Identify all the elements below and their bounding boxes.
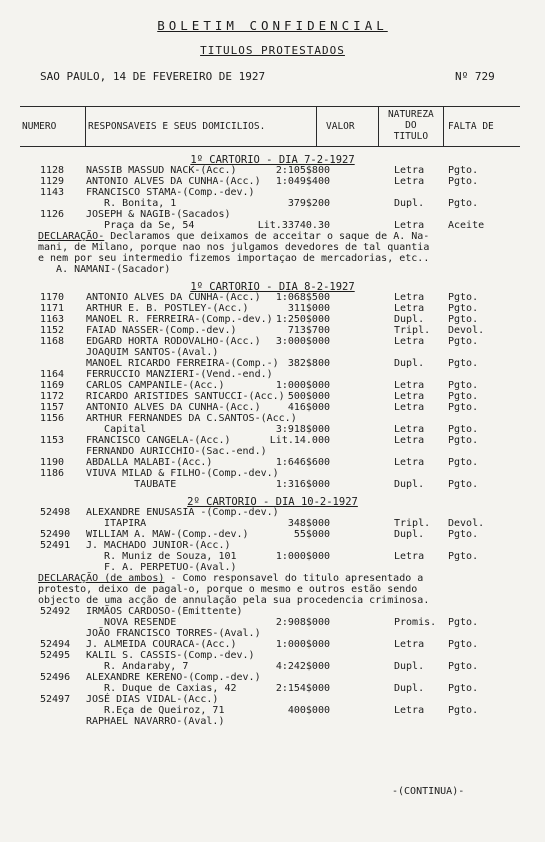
row-number: 1164 bbox=[40, 369, 65, 380]
row-falta: Pgto. bbox=[448, 617, 479, 628]
row-falta: Pgto. bbox=[448, 705, 479, 716]
row-falta: Pgto. bbox=[448, 529, 479, 540]
row-responsavel: R. Duque de Caxias, 42 bbox=[86, 683, 237, 694]
row-natureza: Letra bbox=[394, 391, 425, 402]
row-falta: Pgto. bbox=[448, 358, 479, 369]
row-number: 1190 bbox=[40, 457, 65, 468]
row-number: 1170 bbox=[40, 292, 65, 303]
row-number: 52498 bbox=[40, 507, 71, 518]
row-falta: Pgto. bbox=[448, 457, 479, 468]
col-valor: VALOR bbox=[326, 121, 355, 132]
bulletin-subtitle: TITULOS PROTESTADOS bbox=[200, 44, 345, 57]
row-responsavel: FAIAD NASSER-(Comp.-dev.) bbox=[86, 325, 237, 336]
row-responsavel: VIUVA MILAD & FILHO-(Comp.-dev.) bbox=[86, 468, 279, 479]
row-natureza: Promis. bbox=[394, 617, 437, 628]
row-number: 1128 bbox=[40, 165, 65, 176]
row-valor: 2:105$800 bbox=[275, 165, 330, 176]
table-row bbox=[0, 220, 545, 231]
table-row bbox=[0, 562, 545, 573]
table-row bbox=[0, 435, 545, 446]
table-row bbox=[0, 617, 545, 628]
column-divider bbox=[443, 106, 444, 146]
row-number: 1172 bbox=[40, 391, 65, 402]
continua-label: -(CONTINUA)- bbox=[392, 786, 465, 797]
row-natureza: Dupl. bbox=[394, 358, 425, 369]
row-number: 1157 bbox=[40, 402, 65, 413]
row-number: 52491 bbox=[40, 540, 71, 551]
row-valor: 379$200 bbox=[287, 198, 330, 209]
row-responsavel: RICARDO ARISTIDES SANTUCCI-(Acc.) bbox=[86, 391, 285, 402]
row-responsavel: MANOEL RICARDO FERREIRA-(Comp.-) bbox=[86, 358, 279, 369]
row-number: 1171 bbox=[40, 303, 65, 314]
table-row bbox=[0, 479, 545, 490]
section-title: 2º CARTORIO - DIA 10-2-1927 bbox=[187, 496, 358, 508]
table-row bbox=[0, 292, 545, 303]
row-natureza: Dupl. bbox=[394, 198, 425, 209]
row-number: 1143 bbox=[40, 187, 65, 198]
declaration-label: DECLARAÇÃO- bbox=[38, 231, 105, 242]
row-natureza: Letra bbox=[394, 336, 425, 347]
declaration-text: mani, de Milano, porque nao nos julgamos devedores de tal quantia bbox=[38, 242, 430, 253]
table-row bbox=[0, 413, 545, 424]
row-natureza: Dupl. bbox=[394, 479, 425, 490]
row-responsavel: ABDALLA MALABI-(Acc.) bbox=[86, 457, 213, 468]
table-row bbox=[0, 606, 545, 617]
row-natureza: Dupl. bbox=[394, 314, 425, 325]
row-natureza: Letra bbox=[394, 165, 425, 176]
column-divider bbox=[316, 106, 317, 146]
section-title: 1º CARTORIO - DIA 8-2-1927 bbox=[190, 281, 355, 293]
row-number: 1152 bbox=[40, 325, 65, 336]
row-natureza: Dupl. bbox=[394, 661, 425, 672]
row-falta: Pgto. bbox=[448, 435, 479, 446]
row-valor: 416$000 bbox=[287, 402, 330, 413]
col-natureza: NATUREZA DO TITULO bbox=[388, 109, 434, 142]
row-responsavel: ANTONIO ALVES DA CUNHA-(Acc.) bbox=[86, 176, 261, 187]
row-responsavel: ALEXANDRE ENUSASIA -(Comp.-dev.) bbox=[86, 507, 279, 518]
table-row bbox=[0, 176, 545, 187]
bulletin-number: Nº 729 bbox=[455, 70, 495, 83]
table-row bbox=[0, 347, 545, 358]
row-falta: Devol. bbox=[448, 325, 485, 336]
row-natureza: Tripl. bbox=[394, 518, 431, 529]
table-row bbox=[0, 507, 545, 518]
row-responsavel: ITAPIRA bbox=[86, 518, 147, 529]
declaration-text: - Como responsavel do titulo apresentado a bbox=[164, 573, 424, 584]
row-natureza: Letra bbox=[394, 220, 425, 231]
row-responsavel: MANOEL R. FERREIRA-(Comp.-dev.) bbox=[86, 314, 273, 325]
row-falta: Pgto. bbox=[448, 551, 479, 562]
row-natureza: Letra bbox=[394, 551, 425, 562]
column-divider bbox=[378, 106, 379, 146]
row-valor: 3:000$000 bbox=[275, 336, 330, 347]
declaration-text: Declaramos que deixamos de acceitar o saque de A. Na- bbox=[104, 231, 430, 242]
row-responsavel: JOÃO FRANCISCO TORRES-(Aval.) bbox=[86, 628, 261, 639]
row-number: 52495 bbox=[40, 650, 71, 661]
row-natureza: Letra bbox=[394, 457, 425, 468]
table-row bbox=[0, 716, 545, 727]
row-falta: Pgto. bbox=[448, 661, 479, 672]
declaration-label: DECLARAÇÃO (de ambos) bbox=[38, 573, 165, 584]
row-responsavel: ARTHUR E. B. POSTLEY-(Acc.) bbox=[86, 303, 249, 314]
row-number: 1153 bbox=[40, 435, 65, 446]
row-natureza: Letra bbox=[394, 424, 425, 435]
row-responsavel: TAUBATE bbox=[86, 479, 177, 490]
row-falta: Pgto. bbox=[448, 165, 479, 176]
row-responsavel: JOSEPH & NAGIB-(Sacados) bbox=[86, 209, 231, 220]
row-responsavel: FERRUCCIO MANZIERI-(Vend.-end.) bbox=[86, 369, 273, 380]
row-natureza: Letra bbox=[394, 380, 425, 391]
row-valor: 400$000 bbox=[287, 705, 330, 716]
row-natureza: Letra bbox=[394, 176, 425, 187]
row-falta: Pgto. bbox=[448, 683, 479, 694]
declaration-text: protesto, deixo de pagal-o, porque o mesmo e outros estão sendo bbox=[38, 584, 418, 595]
row-falta: Pgto. bbox=[448, 424, 479, 435]
column-divider bbox=[85, 106, 86, 146]
table-row bbox=[0, 187, 545, 198]
row-valor: 1:000$000 bbox=[275, 380, 330, 391]
row-valor: Lit.14.000 bbox=[269, 435, 330, 446]
table-row bbox=[0, 391, 545, 402]
table-row bbox=[0, 446, 545, 457]
table-row bbox=[0, 468, 545, 479]
table-row bbox=[0, 209, 545, 220]
table-row bbox=[0, 628, 545, 639]
row-number: 52497 bbox=[40, 694, 71, 705]
table-row bbox=[0, 661, 545, 672]
row-valor: 1:049$400 bbox=[275, 176, 330, 187]
row-number: 52494 bbox=[40, 639, 71, 650]
table-row bbox=[0, 314, 545, 325]
row-responsavel: NASSIB MASSUD NACK-(Acc.) bbox=[86, 165, 237, 176]
row-responsavel: EDGARD HORTA RODOVALHO-(Acc.) bbox=[86, 336, 261, 347]
table-row bbox=[0, 672, 545, 683]
bulletin-title: BOLETIM CONFIDENCIAL bbox=[157, 18, 388, 33]
table-row bbox=[0, 694, 545, 705]
row-responsavel: Praça da Se, 54 bbox=[86, 220, 195, 231]
row-responsavel: Capital bbox=[86, 424, 147, 435]
table-row bbox=[0, 325, 545, 336]
row-valor: 1:000$000 bbox=[275, 639, 330, 650]
table-row bbox=[0, 683, 545, 694]
row-falta: Pgto. bbox=[448, 639, 479, 650]
row-responsavel: F. A. PERPETUO-(Aval.) bbox=[86, 562, 237, 573]
declaration-text: objecto de uma acção de annulação pela sua procedencia criminosa. bbox=[38, 595, 430, 606]
row-falta: Pgto. bbox=[448, 314, 479, 325]
col-falta: FALTA DE bbox=[448, 121, 494, 132]
row-responsavel: IRMÃOS CARDOSO-(Emittente) bbox=[86, 606, 243, 617]
table-row bbox=[0, 705, 545, 716]
table-row bbox=[0, 303, 545, 314]
table-row bbox=[0, 639, 545, 650]
row-number: 1129 bbox=[40, 176, 65, 187]
table-row bbox=[0, 551, 545, 562]
row-valor: 311$000 bbox=[287, 303, 330, 314]
row-valor: 500$000 bbox=[287, 391, 330, 402]
row-responsavel: FERNANDO AURICCHIO-(Sac.-end.) bbox=[86, 446, 267, 457]
table-row bbox=[0, 369, 545, 380]
table-row bbox=[0, 424, 545, 435]
row-valor: 348$000 bbox=[287, 518, 330, 529]
row-valor: 1:250$000 bbox=[275, 314, 330, 325]
row-falta: Devol. bbox=[448, 518, 485, 529]
table-row bbox=[0, 529, 545, 540]
row-responsavel: J. ALMEIDA COURACA-(Acc.) bbox=[86, 639, 237, 650]
row-natureza: Dupl. bbox=[394, 529, 425, 540]
row-responsavel: ANTONIO ALVES DA CUNHA-(Acc.) bbox=[86, 402, 261, 413]
row-responsavel: KALIL S. CASSIS-(Comp.-dev.) bbox=[86, 650, 255, 661]
row-falta: Pgto. bbox=[448, 402, 479, 413]
table-top-rule bbox=[20, 106, 520, 107]
table-row bbox=[0, 336, 545, 347]
col-responsaveis: RESPONSAVEIS E SEUS DOMICILIOS. bbox=[88, 121, 266, 132]
declaration-text: e nem por seu intermedio fizemos importaçao de mercadorias, etc.. bbox=[38, 253, 430, 264]
row-responsavel: FRANCISCO CANGELA-(Acc.) bbox=[86, 435, 231, 446]
table-row bbox=[0, 540, 545, 551]
row-responsavel: ANTONIO ALVES DA CUNHA-(Acc.) bbox=[86, 292, 261, 303]
row-responsavel: ARTHUR FERNANDES DA C.SANTOS-(Acc.) bbox=[86, 413, 297, 424]
row-natureza: Letra bbox=[394, 435, 425, 446]
row-valor: 55$000 bbox=[293, 529, 330, 540]
row-natureza: Letra bbox=[394, 639, 425, 650]
row-valor: 1:000$000 bbox=[275, 551, 330, 562]
row-number: 1156 bbox=[40, 413, 65, 424]
row-falta: Pgto. bbox=[448, 176, 479, 187]
table-row bbox=[0, 457, 545, 468]
table-row bbox=[0, 358, 545, 369]
table-row bbox=[0, 380, 545, 391]
row-responsavel: JOAQUIM SANTOS-(Aval.) bbox=[86, 347, 219, 358]
row-natureza: Letra bbox=[394, 705, 425, 716]
row-valor: 713$700 bbox=[287, 325, 330, 336]
table-row bbox=[0, 402, 545, 413]
row-natureza: Letra bbox=[394, 292, 425, 303]
row-number: 1168 bbox=[40, 336, 65, 347]
row-valor: 3:918$000 bbox=[275, 424, 330, 435]
row-natureza: Dupl. bbox=[394, 683, 425, 694]
row-number: 1169 bbox=[40, 380, 65, 391]
row-number: 1126 bbox=[40, 209, 65, 220]
row-responsavel: WILLIAM A. MAW-(Comp.-dev.) bbox=[86, 529, 249, 540]
row-falta: Pgto. bbox=[448, 479, 479, 490]
row-number: 1163 bbox=[40, 314, 65, 325]
row-valor: 2:154$000 bbox=[275, 683, 330, 694]
row-responsavel: R. Bonita, 1 bbox=[86, 198, 177, 209]
row-valor: 1:316$000 bbox=[275, 479, 330, 490]
table-row bbox=[0, 650, 545, 661]
row-number: 52496 bbox=[40, 672, 71, 683]
section-title: 1º CARTORIO - DIA 7-2-1927 bbox=[190, 154, 355, 166]
row-valor: 4:242$000 bbox=[275, 661, 330, 672]
row-falta: Pgto. bbox=[448, 198, 479, 209]
row-valor: 382$800 bbox=[287, 358, 330, 369]
row-valor: 2:908$000 bbox=[275, 617, 330, 628]
row-responsavel: CARLOS CAMPANILE-(Acc.) bbox=[86, 380, 225, 391]
row-natureza: Letra bbox=[394, 402, 425, 413]
row-responsavel: NOVA RESENDE bbox=[86, 617, 177, 628]
table-row bbox=[0, 198, 545, 209]
col-numero: NUMERO bbox=[22, 121, 57, 132]
row-responsavel: J. MACHADO JUNIOR-(Acc.) bbox=[86, 540, 231, 551]
table-header-rule bbox=[20, 146, 520, 147]
row-valor: 1:646$600 bbox=[275, 457, 330, 468]
row-responsavel: R. Muniz de Souza, 101 bbox=[86, 551, 237, 562]
row-responsavel: JOSÉ DIAS VIDAL-(Acc.) bbox=[86, 694, 219, 705]
row-responsavel: R.Eça de Queiroz, 71 bbox=[86, 705, 225, 716]
row-number: 52492 bbox=[40, 606, 71, 617]
row-number: 52490 bbox=[40, 529, 71, 540]
row-falta: Pgto. bbox=[448, 303, 479, 314]
row-number: 1186 bbox=[40, 468, 65, 479]
row-responsavel: RAPHAEL NAVARRO-(Aval.) bbox=[86, 716, 225, 727]
row-natureza: Letra bbox=[394, 303, 425, 314]
row-responsavel: R. Andaraby, 7 bbox=[86, 661, 189, 672]
row-valor: Lit.33740.30 bbox=[257, 220, 330, 231]
row-falta: Pgto. bbox=[448, 292, 479, 303]
row-falta: Pgto. bbox=[448, 391, 479, 402]
row-falta: Pgto. bbox=[448, 336, 479, 347]
row-falta: Pgto. bbox=[448, 380, 479, 391]
table-row bbox=[0, 518, 545, 529]
row-falta: Aceite bbox=[448, 220, 485, 231]
row-responsavel: FRANCISCO STAMA-(Comp.-dev.) bbox=[86, 187, 255, 198]
dateline: SAO PAULO, 14 DE FEVEREIRO DE 1927 bbox=[40, 70, 266, 83]
table-row bbox=[0, 165, 545, 176]
row-responsavel: ALEXANDRE KERENO-(Comp.-dev.) bbox=[86, 672, 261, 683]
declaration-text: A. NAMANI-(Sacador) bbox=[38, 264, 171, 275]
row-valor: 1:068$500 bbox=[275, 292, 330, 303]
row-natureza: Tripl. bbox=[394, 325, 431, 336]
